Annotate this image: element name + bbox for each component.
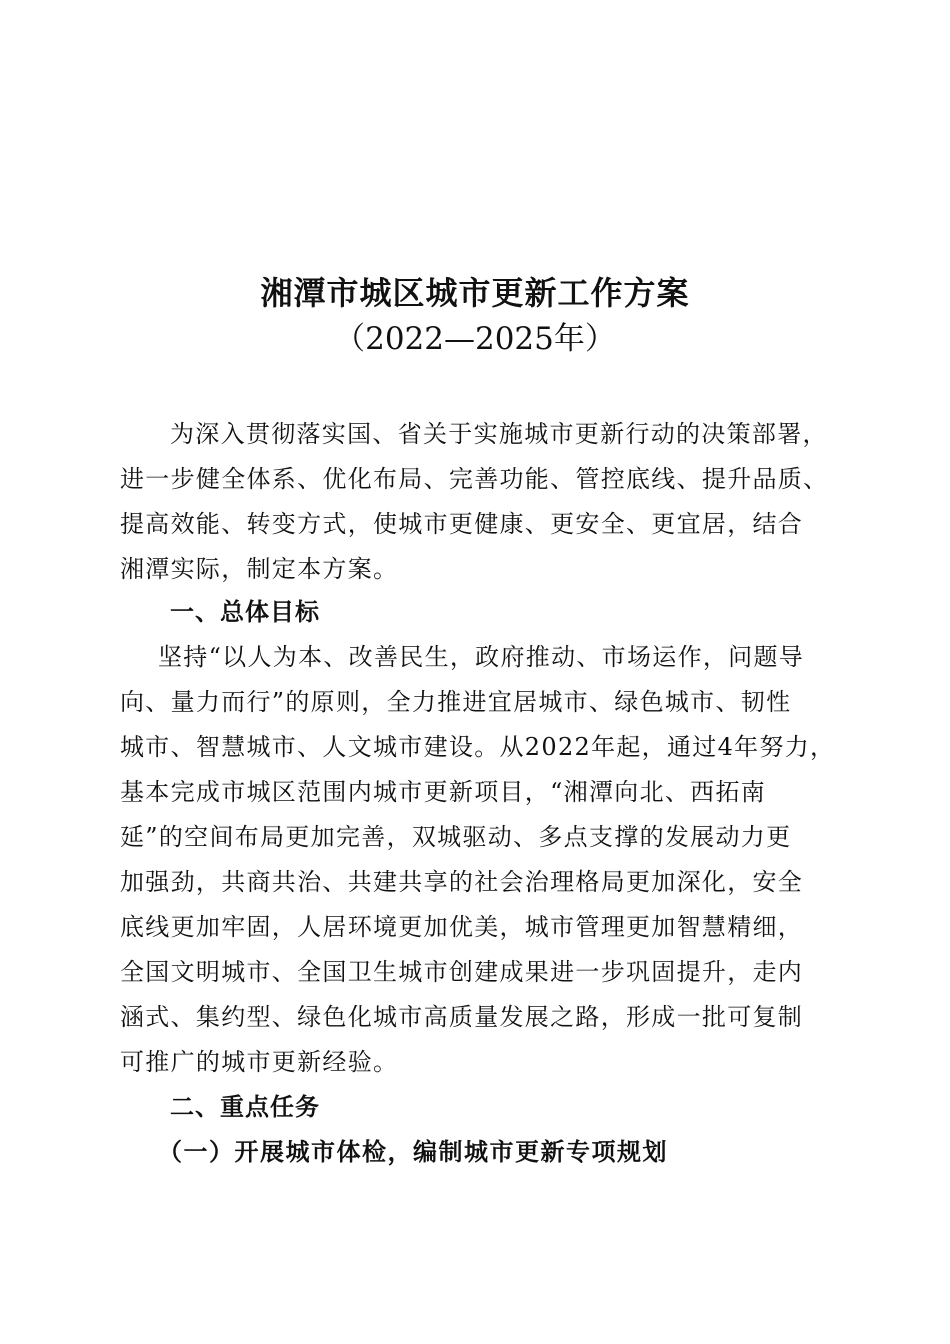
paragraph-line: 基本完成市城区范围内城市更新项目，“湘潭向北、西拓南 <box>120 778 767 806</box>
paragraph-line: 坚持“以人为本、改善民生，政府推动、市场运作，问题导 <box>158 643 805 671</box>
paragraph-line: 可推广的城市更新经验。 <box>120 1048 399 1076</box>
paragraph-line: 底线更加牢固，人居环境更加优美，城市管理更加智慧精细， <box>120 913 804 941</box>
paragraph-line: 向、量力而行”的原则，全力推进宜居城市、绿色城市、韧性 <box>120 688 792 716</box>
paragraph-line: 城市、智慧城市、人文城市建设。从2022年起，通过4年努力， <box>120 733 836 761</box>
section-heading-overall-goal: 一、总体目标 <box>170 598 320 626</box>
paragraph-line: 涵式、集约型、绿色化城市高质量发展之路，形成一批可复制 <box>120 1003 804 1031</box>
intro-line: 提高效能、转变方式，使城市更健康、更安全、更宜居，结合 <box>120 510 804 538</box>
intro-line: 湘潭实际，制定本方案。 <box>120 555 399 583</box>
document-title: 湘潭市城区城市更新工作方案 <box>260 274 690 312</box>
subsection-heading-city-checkup: （一）开展城市体检，编制城市更新专项规划 <box>158 1137 668 1166</box>
paragraph-line: 延”的空间布局更加完善，双城驱动、多点支撑的发展动力更 <box>120 823 792 851</box>
section-heading-key-tasks: 二、重点任务 <box>170 1093 320 1121</box>
paragraph-line: 加强劲，共商共治、共建共享的社会治理格局更加深化，安全 <box>120 868 804 896</box>
document-subtitle: （2022—2025年） <box>334 321 616 357</box>
paragraph-line: 全国文明城市、全国卫生城市创建成果进一步巩固提升，走内 <box>120 958 804 986</box>
intro-line: 为深入贯彻落实国、省关于实施城市更新行动的决策部署， <box>170 420 828 448</box>
intro-line: 进一步健全体系、优化布局、完善功能、管控底线、提升品质、 <box>120 465 829 493</box>
